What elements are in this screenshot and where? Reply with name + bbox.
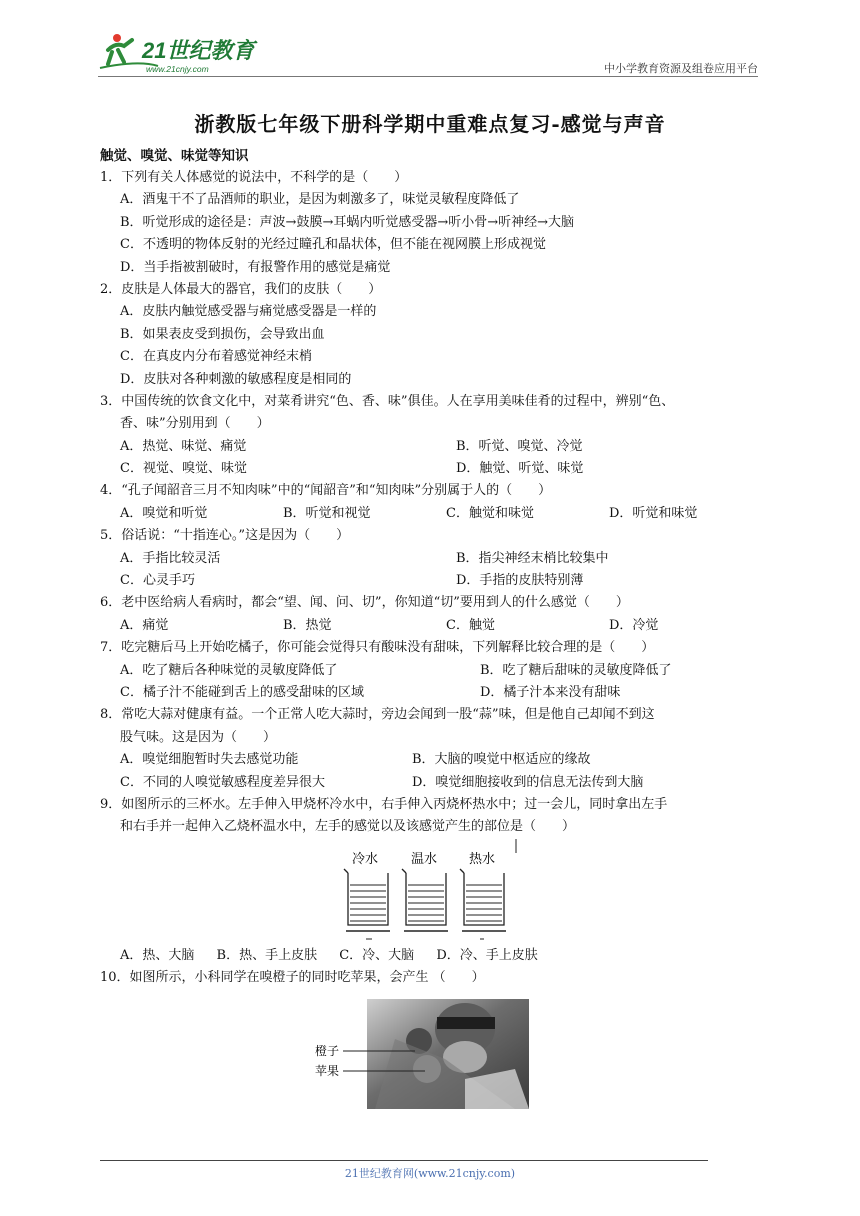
option: C．冷、大脑 — [339, 947, 415, 963]
option: D．听觉和味觉 — [609, 505, 698, 521]
page-header — [98, 30, 758, 78]
question-list — [100, 145, 772, 1109]
option-row — [100, 660, 772, 682]
option-row — [100, 570, 772, 592]
question-stem: 1．下列有关人体感觉的说法中，不科学的是（ ） — [100, 170, 408, 185]
option: D．手指的皮肤特别薄 — [456, 573, 584, 589]
section-heading: 触觉、嗅觉、味觉等知识 — [100, 148, 249, 164]
question-stem: 8．常吃大蒜对健康有益。一个正常人吃大蒜时，旁边会闻到一股“蒜”味，但是他自己却闻不到这 — [100, 707, 655, 723]
beaker-label-warm: 温水 — [411, 851, 438, 867]
option-row — [100, 682, 772, 704]
option: D．皮肤对各种刺激的敏感程度是相同的 — [120, 371, 352, 387]
option: C．触觉和味觉 — [446, 505, 534, 521]
option: C．不透明的物体反射的光经过瞳孔和晶状体，但不能在视网膜上形成视觉 — [120, 237, 546, 253]
photo-label-apple: 苹果 — [315, 1063, 340, 1078]
question-stem: 10．如图所示，小科同学在嗅橙子的同时吃苹果，会产生 （ ） — [100, 970, 485, 986]
question-stem: 6．老中医给病人看病时，都会“望、闻、问、切”，你知道“切”要用到人的什么感觉（ ） — [100, 595, 629, 611]
option: A．热觉、味觉、痛觉 — [120, 438, 247, 454]
option: B．大脑的嗅觉中枢适应的缘故 — [412, 752, 591, 768]
option: B．如果表皮受到损伤，会导致出血 — [120, 326, 325, 342]
logo-21cnjy — [98, 30, 273, 76]
option-row — [100, 615, 772, 637]
option: B．热觉 — [283, 617, 332, 633]
question-stem-cont: 香、味”分别用到（ ） — [120, 416, 270, 432]
header-divider — [98, 76, 758, 77]
option: B．吃了糖后甜味的灵敏度降低了 — [480, 662, 672, 678]
option: C．不同的人嗅觉敏感程度差异很大 — [120, 774, 325, 790]
platform-name: 中小学教育资源及组卷应用平台 — [604, 62, 758, 75]
beaker-label-hot: 热水 — [469, 851, 496, 867]
option: B．听觉、嗅觉、冷觉 — [456, 438, 583, 454]
option-row — [100, 503, 772, 525]
option: C．触觉 — [446, 617, 495, 633]
option: C．在真皮内分布着感觉神经末梢 — [120, 349, 312, 365]
option-row — [100, 548, 772, 570]
beaker-figure — [338, 839, 538, 945]
option-row — [100, 945, 772, 967]
option: A．痛觉 — [120, 617, 169, 633]
option: A．嗅觉细胞暂时失去感觉功能 — [120, 752, 299, 768]
svg-text:21世纪教育: 21世纪教育 — [142, 38, 255, 63]
option: D．橘子汁本来没有甜味 — [480, 684, 621, 700]
question-stem-cont: 和右手并一起伸入乙烧杯温水中，左手的感觉以及该感觉产生的部位是（ ） — [120, 819, 576, 835]
photo-label-orange: 橙子 — [315, 1043, 340, 1058]
option: B．热、手上皮肤 — [216, 947, 318, 963]
question-stem: 4．“孔子闻韶音三月不知肉味”中的“闻韶音”和“知肉味”分别属于人的（ ） — [100, 483, 552, 499]
option: A．手指比较灵活 — [120, 550, 221, 566]
option: D．触觉、听觉、味觉 — [456, 461, 584, 477]
option: B．听觉和视觉 — [283, 505, 371, 521]
photo-figure — [315, 999, 529, 1109]
option-row — [100, 436, 772, 458]
question-stem: 5．俗话说：“十指连心。”这是因为（ ） — [100, 528, 350, 544]
question-stem: 2．皮肤是人体最大的器官，我们的皮肤（ ） — [100, 281, 382, 297]
option: C．橘子汁不能碰到舌上的感受甜味的区域 — [120, 684, 364, 700]
question-stem: 3．中国传统的饮食文化中，对菜肴讲究“色、香、味”俱佳。人在享用美味佳肴的过程中，辨别“色、 — [100, 393, 675, 409]
three-beakers-diagram — [338, 839, 538, 945]
svg-text:www.21cnjy.com: www.21cnjy.com — [146, 64, 209, 74]
option: A．热、大脑 — [120, 947, 195, 963]
option: A．嗅觉和听觉 — [120, 505, 208, 521]
question-stem: 9．如图所示的三杯水。左手伸入甲烧杯冷水中，右手伸入丙烧杯热水中；过一会儿，同时拿出左手 — [100, 796, 668, 812]
beaker-label-cold: 冷水 — [352, 851, 379, 867]
option: C．心灵手巧 — [120, 573, 195, 589]
option: D．冷、手上皮肤 — [436, 947, 538, 963]
footer-divider — [100, 1160, 708, 1161]
option-row — [100, 772, 772, 794]
option: B．指尖神经末梢比较集中 — [456, 550, 609, 566]
footer-link[interactable]: 21世纪教育网(www.21cnjy.com) — [344, 1167, 516, 1180]
option-row — [100, 749, 772, 771]
option: B．听觉形成的途径是：声波→鼓膜→耳蜗内听觉感受器→听小骨→听神经→大脑 — [120, 214, 575, 230]
option: A．吃了糖后各种味觉的灵敏度降低了 — [120, 662, 338, 678]
option: C．视觉、嗅觉、味觉 — [120, 461, 247, 477]
option-row — [100, 458, 772, 480]
question-stem: 7．吃完糖后马上开始吃橘子，你可能会觉得只有酸味没有甜味，下列解释比较合理的是（ ） — [100, 640, 655, 656]
option: D．冷觉 — [609, 617, 659, 633]
option: D．嗅觉细胞接收到的信息无法传到大脑 — [412, 774, 644, 790]
option: D．当手指被割破时，有报警作用的感觉是痛觉 — [120, 259, 391, 275]
option: A．酒鬼干不了品酒师的职业，是因为刺激多了，味觉灵敏程度降低了 — [120, 192, 520, 208]
question-stem-cont: 股气味。这是因为（ ） — [120, 729, 277, 745]
document-title: 浙教版七年级下册科学期中重难点复习-感觉与声音 — [194, 112, 666, 136]
blindfold-tasting-photo — [315, 999, 529, 1109]
option: A．皮肤内触觉感受器与痛觉感受器是一样的 — [120, 304, 377, 320]
